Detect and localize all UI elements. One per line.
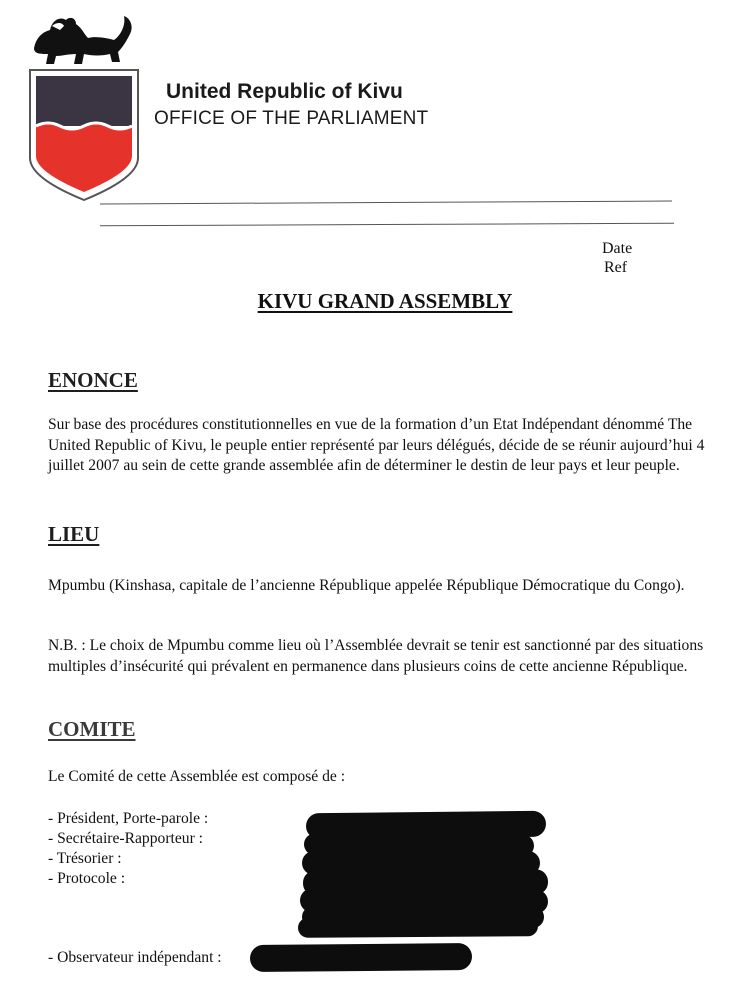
section-heading-enonce: ENONCE: [48, 368, 138, 392]
redaction-mark: [250, 943, 472, 972]
comite-intro: Le Comité de cette Assemblée est composé de :: [48, 768, 346, 785]
list-item: - Protocole :: [48, 870, 126, 887]
date-label: Date: [602, 240, 633, 257]
office-name: OFFICE OF THE PARLIAMENT: [154, 108, 429, 129]
ref-label: Ref: [604, 259, 628, 276]
committee-list: [48, 809, 208, 889]
observer-label: - Observateur indépendant :: [48, 949, 222, 966]
coat-of-arms-emblem: [26, 8, 142, 204]
letterhead-rule: [100, 201, 672, 205]
document-title: KIVU GRAND ASSEMBLY: [257, 289, 513, 313]
list-item: - Secrétaire-Rapporteur :: [48, 830, 203, 847]
letterhead-rule: [100, 223, 674, 227]
list-item: - Trésorier :: [48, 850, 122, 867]
shield-icon: [30, 70, 138, 200]
section-heading-comite: COMITE: [48, 717, 136, 741]
lieu-paragraph: Mpumbu (Kinshasa, capitale de l’ancienne République appelée République Démocratique du Congo).: [48, 577, 685, 594]
enonce-paragraph: Sur base des procédures constitutionnelles en vue de la formation d’un Etat Indépendant dénommé The United Republic of Kivu, le peuple entier représenté par leurs délégués, décide de se réunir aujourd’hui 4 juillet 2007 au sein de cette grande assemblée afin de déterminer le destin de leur pays et leur peuple.: [48, 416, 705, 474]
redaction-mark: [298, 916, 538, 938]
lion-icon: [34, 16, 132, 64]
section-heading-lieu: LIEU: [48, 522, 100, 546]
org-name: United Republic of Kivu: [166, 80, 403, 103]
lieu-note: N.B. : Le choix de Mpumbu comme lieu où l’Assemblée devrait se tenir est sanctionné par des situations multiples d’insécurité qui prévalent en permanence dans plusieurs coins de cette ancienne République.: [48, 637, 704, 675]
list-item: - Président, Porte-parole :: [48, 810, 209, 827]
